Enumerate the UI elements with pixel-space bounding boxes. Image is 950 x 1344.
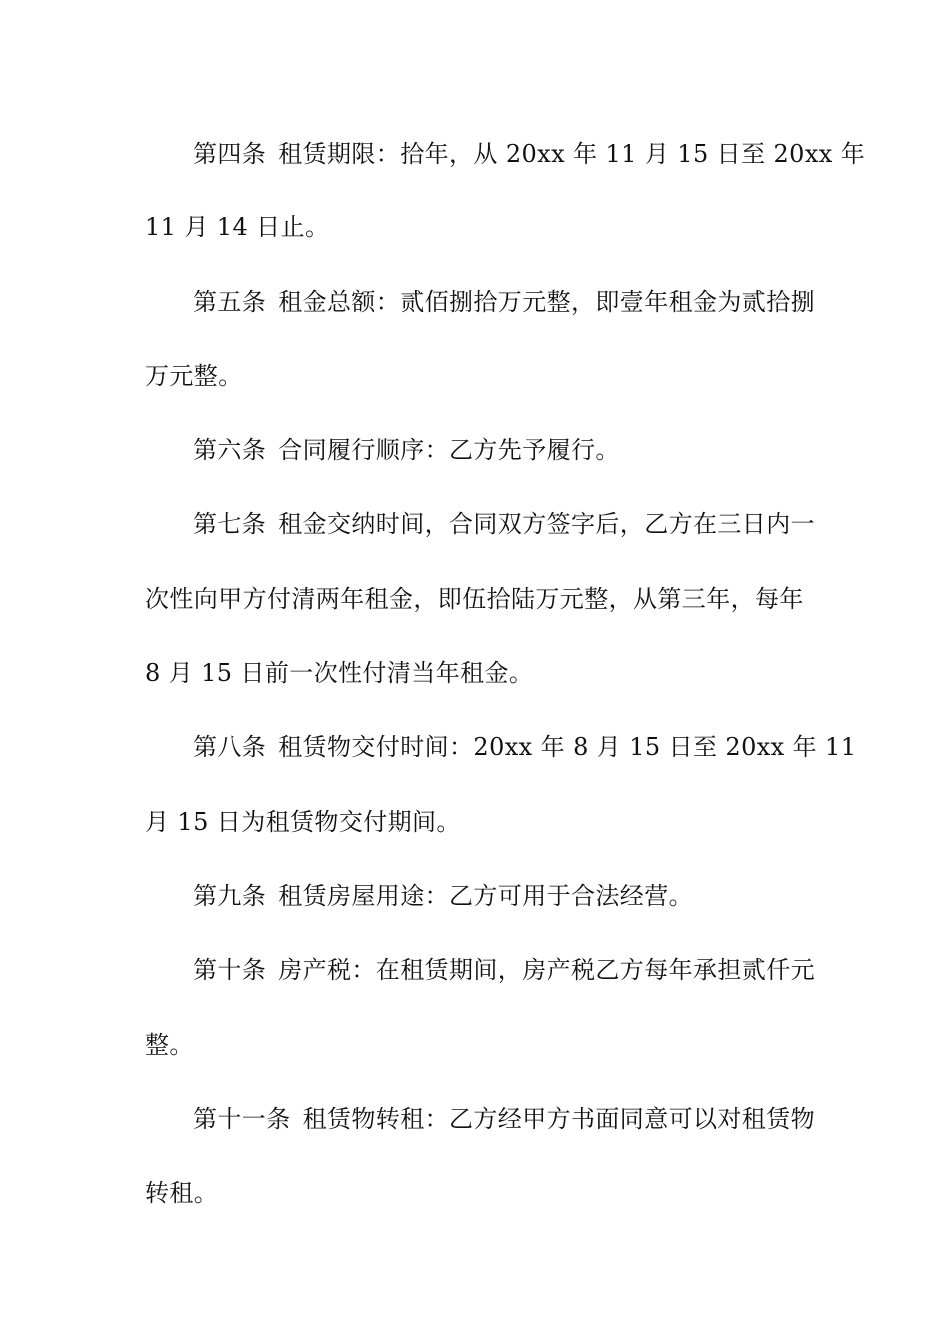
- article-9-line-1: [0, 876, 950, 916]
- article-text: 合同履行顺序：乙方先予履行。: [278, 436, 620, 464]
- article-6-line-1: [0, 430, 950, 470]
- article-text: 转租。: [145, 1179, 219, 1207]
- article-text: 房产税：在租赁期间，房产税乙方每年承担贰仟元: [278, 956, 816, 984]
- article-11-line-2: [0, 1173, 950, 1213]
- article-number: 第十一条: [193, 1105, 291, 1133]
- article-8-line-1: [0, 727, 950, 767]
- article-number: 第十条: [193, 956, 267, 984]
- article-7-line-2: [0, 579, 950, 619]
- article-text: 11 月 14 日止。: [145, 213, 330, 241]
- article-text: 次性向甲方付清两年租金，即伍拾陆万元整，从第三年，每年: [145, 585, 804, 613]
- article-text: 万元整。: [145, 362, 243, 390]
- article-5-line-1: [0, 282, 950, 322]
- article-number: 第七条: [193, 510, 267, 538]
- article-4-line-2: [0, 207, 950, 247]
- article-4-line-1: [0, 134, 950, 174]
- article-text: 租赁期限：拾年，从 20xx 年 11 月 15 日至 20xx 年: [278, 140, 866, 168]
- article-7-line-1: [0, 504, 950, 544]
- article-text: 租赁物转租：乙方经甲方书面同意可以对租赁物: [302, 1105, 816, 1133]
- article-5-line-2: [0, 356, 950, 396]
- article-number: 第四条: [193, 140, 267, 168]
- article-text: 租金总额：贰佰捌拾万元整，即壹年租金为贰拾捌: [278, 288, 816, 316]
- article-text: 8 月 15 日前一次性付清当年租金。: [145, 659, 534, 687]
- article-number: 第九条: [193, 882, 267, 910]
- article-text: 租赁房屋用途：乙方可用于合法经营。: [278, 882, 694, 910]
- article-10-line-2: [0, 1025, 950, 1065]
- article-number: 第五条: [193, 288, 267, 316]
- article-text: 整。: [145, 1031, 194, 1059]
- article-10-line-1: [0, 950, 950, 990]
- article-text: 租金交纳时间，合同双方签字后，乙方在三日内一: [278, 510, 816, 538]
- article-number: 第八条: [193, 733, 267, 761]
- article-number: 第六条: [193, 436, 267, 464]
- article-11-line-1: [0, 1099, 950, 1139]
- article-text: 租赁物交付时间：20xx 年 8 月 15 日至 20xx 年 11: [278, 733, 857, 761]
- article-text: 月 15 日为租赁物交付期间。: [145, 808, 461, 836]
- article-8-line-2: [0, 802, 950, 842]
- article-7-line-3: [0, 653, 950, 693]
